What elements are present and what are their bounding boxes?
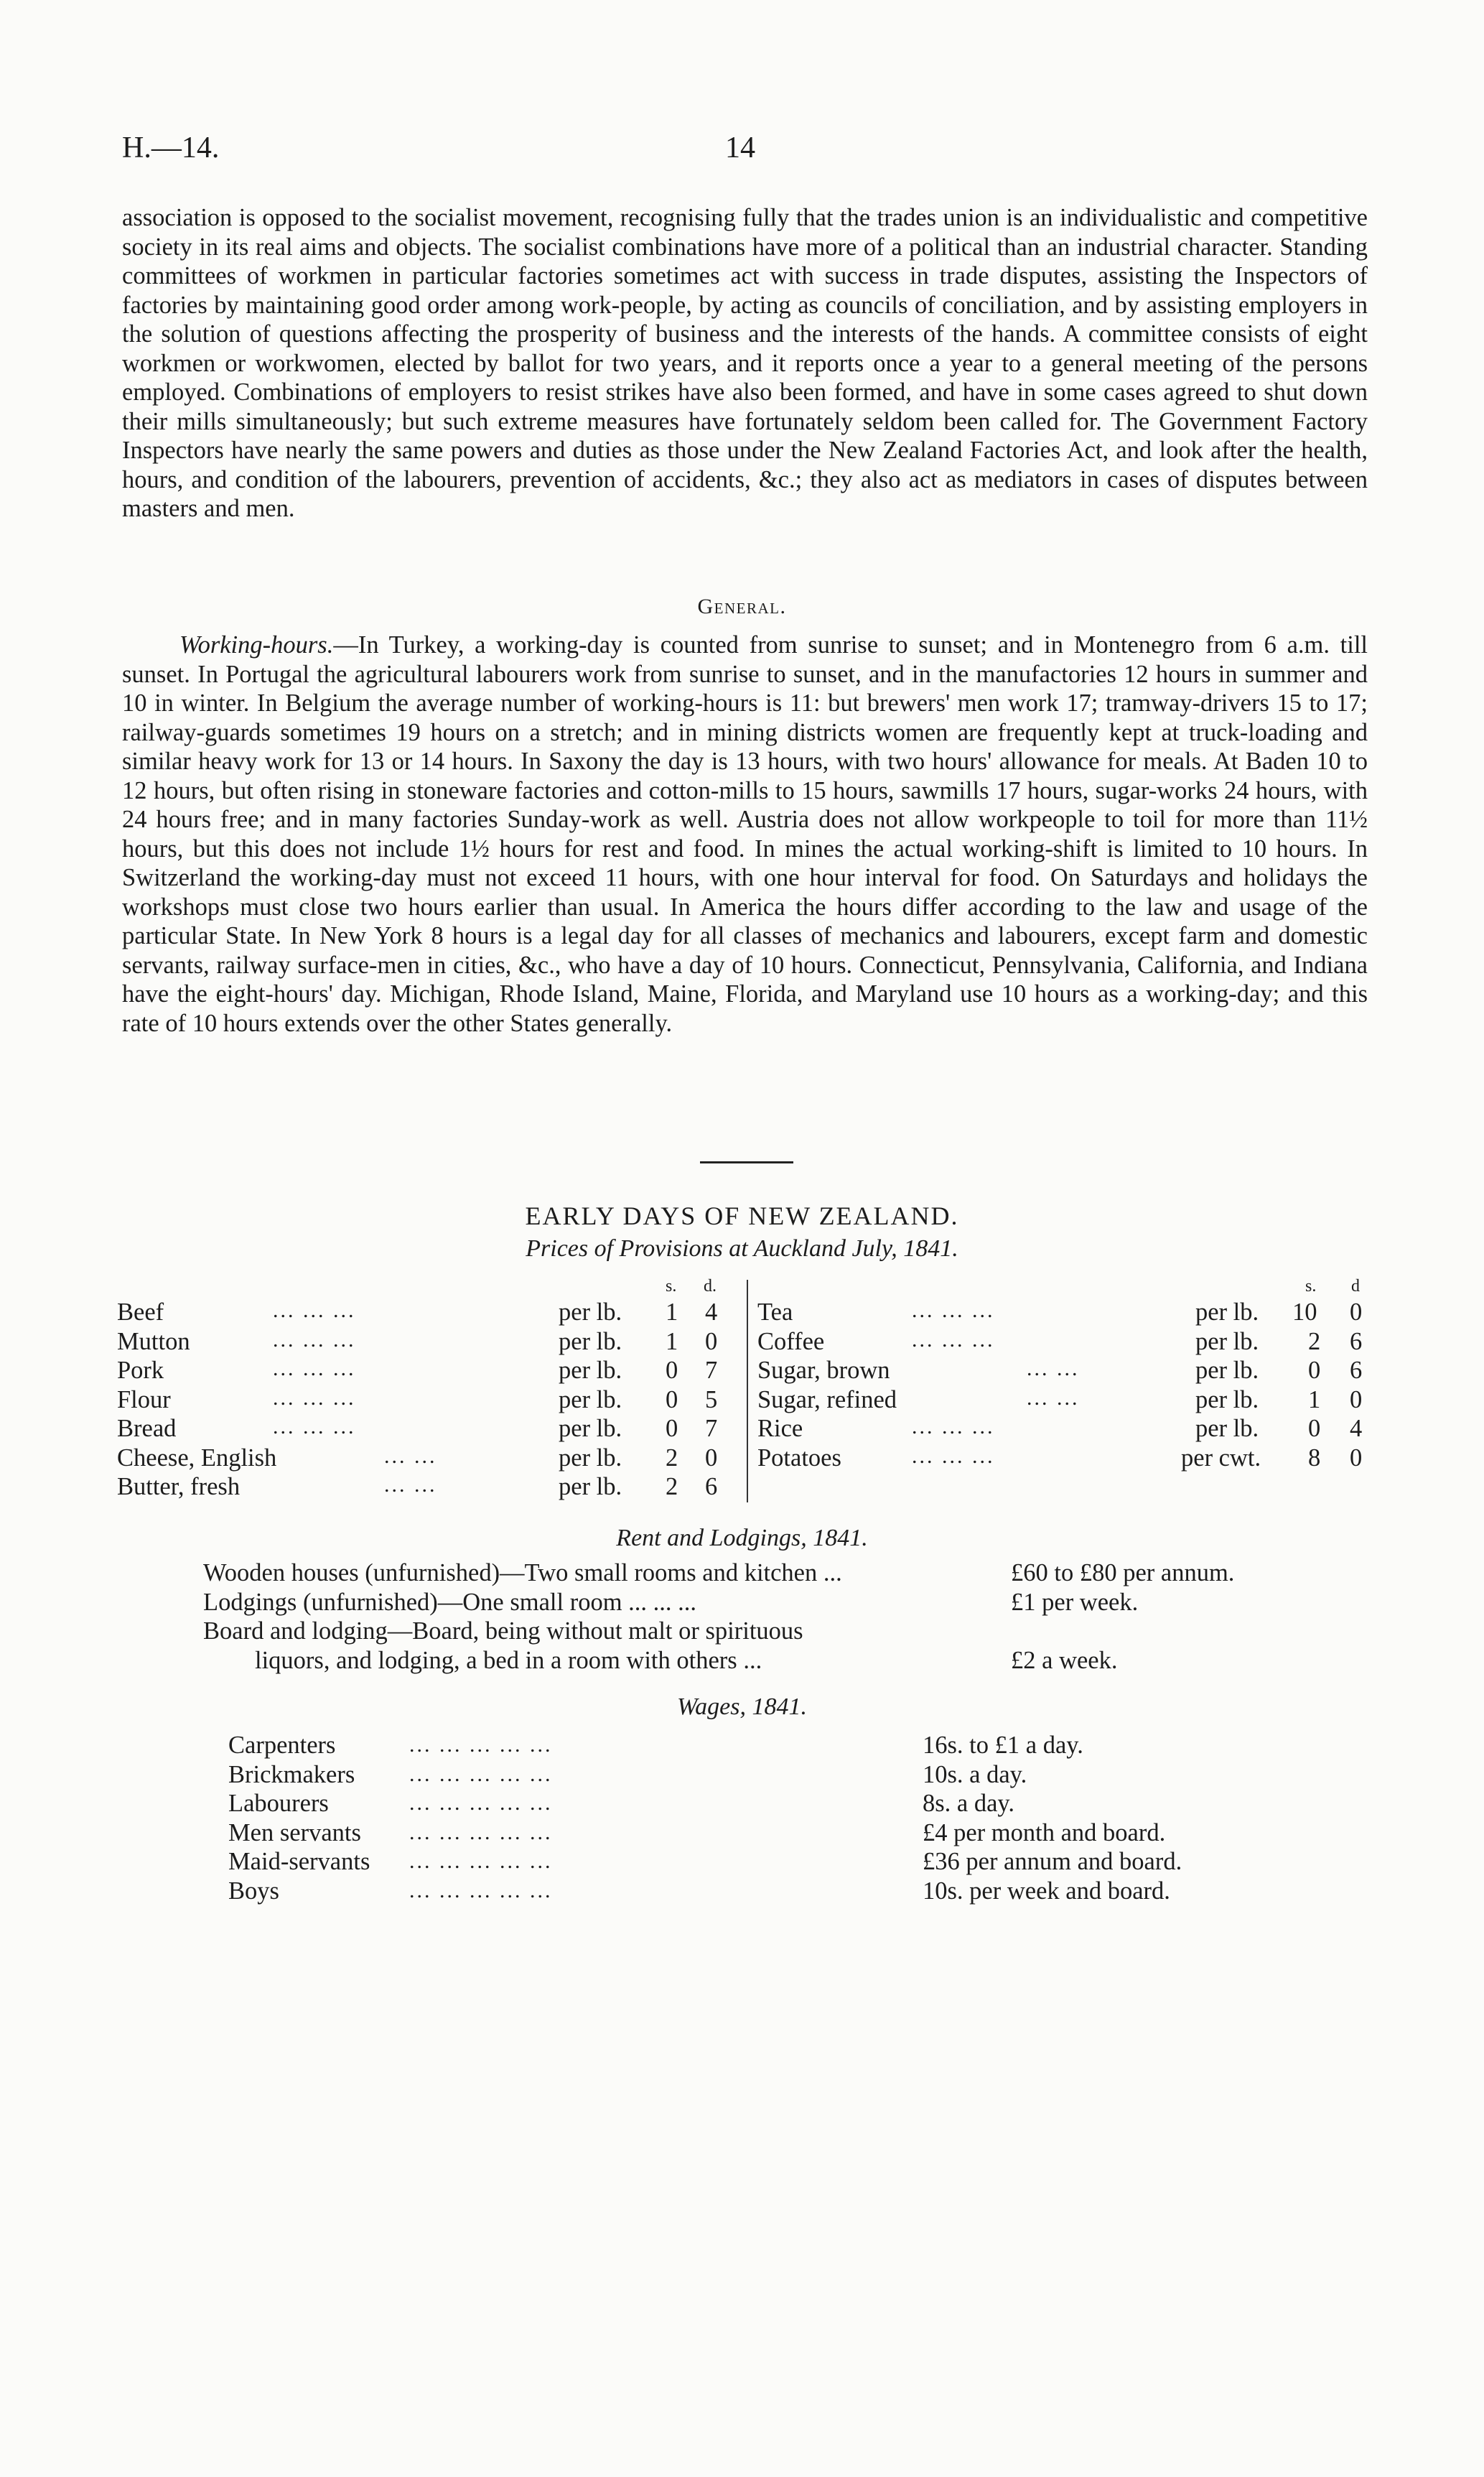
general-heading: General. [697,595,787,618]
right-shillings-header: s. [1305,1277,1317,1296]
price-item-dots: ... ... ... [273,1357,356,1380]
rent-item-text: Wooden houses (unfurnished)—Two small rooms and kitchen ... [203,1559,842,1586]
wage-item-dots: ... ... ... ... ... [409,1733,553,1757]
wage-item-name: Boys [228,1877,279,1905]
price-item-dots: ... ... ... [912,1415,995,1439]
price-item-name: Butter, fresh [117,1473,241,1500]
wage-item-name: Men servants [228,1818,361,1846]
price-item-dots: ... ... ... [912,1298,995,1322]
early-days-title: EARLY DAYS OF NEW ZEALAND. [525,1202,959,1230]
price-item-name: Pork [117,1357,164,1384]
price-item-shillings: 10 [1292,1298,1317,1326]
price-item-dots: ... ... ... [273,1415,356,1439]
price-item-pence: 6 [1350,1327,1363,1355]
price-item-dots: ... ... ... [912,1327,995,1352]
price-item-dots: ... ... [384,1444,437,1468]
paragraph-text: association is opposed to the socialist movement, recognising fully that the trades union is an individualistic and competitive society in its real aims and objects. The socialist combinations have more of a political than an industrial character. Standing committees of workmen in particular factories sometimes act with success in trade disputes, assisting the Inspectors of factories by maintaining good order among work-people, by acting as councils of conciliation, and by assisting employers in the solution of questions affecting the prosperity of business and the interests of the hands. A committee consists of eight workmen or workwomen, elected by ballot for two years, and it reports once a year to a general meeting of the persons employed. Combinations of employers to resist strikes have also been formed, and have in some cases agreed to shut down their mills simultaneously; but such extreme measures have fortunately seldom been called for. The Government Factory Inspectors have nearly the same powers and duties as those under the New Zealand Factories Act, and look after the health, hours, and condition of the labourers, prevention of accidents, &c.; they also act as mediators in cases of disputes between masters and men. [122,204,1368,522]
price-item-dots: ... ... ... [273,1385,356,1410]
price-item-unit: per lb. [1195,1298,1259,1326]
price-item-pence: 4 [705,1298,718,1326]
price-item-shillings: 8 [1308,1444,1321,1472]
price-item-unit: per lb. [1195,1385,1259,1413]
price-item-pence: 6 [1350,1357,1363,1384]
rent-item-text: liquors, and lodging, a bed in a room with others ... [255,1646,762,1674]
price-item-unit: per lb. [559,1444,622,1472]
price-item-name: Potatoes [757,1444,841,1472]
price-item-shillings: 1 [666,1298,678,1326]
price-item-name: Beef [117,1298,164,1326]
wage-item-dots: ... ... ... ... ... [409,1820,553,1844]
price-item-shillings: 0 [666,1385,678,1413]
wage-item-dots: ... ... ... ... ... [409,1762,553,1786]
price-item-dots: ... ... [1027,1385,1080,1410]
page-number: 14 [725,131,755,164]
price-item-unit: per lb. [559,1473,622,1500]
price-item-pence: 0 [1350,1385,1363,1413]
rent-item-value: £1 per week. [1011,1588,1139,1616]
price-item-dots: ... ... [384,1473,437,1497]
price-item-dots: ... ... [1027,1357,1080,1380]
price-item-unit: per lb. [559,1357,622,1384]
price-item-pence: 7 [705,1357,718,1384]
price-item-unit: per lb. [559,1298,622,1326]
left-shillings-header: s. [666,1277,677,1296]
rent-title: Rent and Lodgings, 1841. [616,1525,868,1551]
price-item-name: Tea [757,1298,793,1326]
wage-item-dots: ... ... ... ... ... [409,1849,553,1873]
price-item-name: Sugar, brown [757,1357,890,1384]
section-divider [700,1161,793,1163]
price-item-pence: 0 [705,1444,718,1472]
wage-item-name: Carpenters [228,1732,336,1759]
price-item-name: Bread [117,1415,177,1442]
price-item-shillings: 1 [666,1327,678,1355]
wage-item-name: Labourers [228,1790,329,1817]
price-item-unit: per lb. [1195,1357,1259,1384]
wage-item-dots: ... ... ... ... ... [409,1878,553,1902]
price-item-shillings: 0 [666,1415,678,1442]
wage-item-value: 10s. per week and board. [923,1877,1170,1905]
price-item-name: Sugar, refined [757,1385,897,1413]
price-item-name: Cheese, English [117,1444,277,1472]
right-pence-header: d [1351,1277,1360,1296]
price-item-pence: 7 [705,1415,718,1442]
wage-item-value: 10s. a day. [923,1760,1027,1788]
price-item-pence: 0 [705,1327,718,1355]
price-item-shillings: 0 [1308,1357,1321,1384]
working-hours-text: —In Turkey, a working-day is counted from sunrise to sunset; and in Montenegro from 6 a.m. till sunset. In Portugal the agricultural labourers work from sunrise to sunset, and in the manufactories 12 hours in summer and 10 in winter. In Belgium the average number of working-hours is 11: but brewers' men work 17; tramway-drivers 15 to 17; railway-guards sometimes 19 hours on a stretch; and in mining districts women are frequently kept at truck-loading and similar heavy work for 13 or 14 hours. In Saxony the day is 13 hours, with two hours' allowance for meals. At Baden 10 to 12 hours, but often rising in stoneware factories and cotton-mills to 15 hours, sawmills 17 hours, sugar-works 24 hours, with 24 hours free; and in many factories Sunday-work as well. Austria does not allow workpeople to toil for more than 11½ hours, but this does not include 1½ hours for rest and food. In mines the actual working-shift is limited to 10 hours. In Switzerland the working-day must not exceed 11 hours, with one hour interval for food. On Saturdays and holidays the workshops must close two hours earlier than usual. In America the hours differ according to the law and usage of the particular State. In New York 8 hours is a legal day for all classes of mechanics and labourers, except farm and domestic servants, railway surface-men in cities, &c., who have a day of 10 hours. Connecticut, Pennsylvania, California, and Indiana have the eight-hours' day. Michigan, Rhode Island, Maine, Florida, and Maryland use 10 hours as a working-day; and this rate of 10 hours extends over the other States generally. [122,631,1368,1037]
wage-item-value: £4 per month and board. [923,1818,1166,1846]
price-item-dots: ... ... ... [273,1327,356,1352]
left-pence-header: d. [704,1277,717,1296]
rent-item-text: Lodgings (unfurnished)—One small room ... ... ... [203,1588,697,1616]
prices-title: Prices of Provisions at Auckland July, 1841. [526,1235,958,1262]
price-item-unit: per lb. [1195,1415,1259,1442]
price-item-pence: 4 [1350,1415,1363,1442]
wage-item-value: 8s. a day. [923,1790,1015,1817]
price-column-separator [747,1280,748,1502]
price-item-unit: per lb. [1195,1327,1259,1355]
wage-item-value: £36 per annum and board. [923,1848,1182,1875]
price-item-unit: per lb. [559,1385,622,1413]
wage-item-name: Brickmakers [228,1760,355,1788]
price-item-dots: ... ... ... [273,1298,356,1322]
price-item-dots: ... ... ... [912,1444,995,1468]
price-item-unit: per cwt. [1181,1444,1261,1472]
price-item-pence: 5 [705,1385,718,1413]
price-item-shillings: 2 [1308,1327,1321,1355]
price-item-shillings: 0 [1308,1415,1321,1442]
price-item-shillings: 1 [1308,1385,1321,1413]
paragraph-associations [122,203,1368,524]
rent-item-value: £60 to £80 per annum. [1011,1559,1235,1586]
working-hours-label: Working-hours. [179,631,334,659]
wage-item-value: 16s. to £1 a day. [923,1732,1083,1759]
wage-item-name: Maid-servants [228,1848,370,1875]
price-item-shillings: 2 [666,1473,678,1500]
price-item-pence: 6 [705,1473,718,1500]
report-reference: H.—14. [122,131,220,164]
price-item-unit: per lb. [559,1415,622,1442]
rent-item-value: £2 a week. [1011,1646,1118,1674]
price-item-unit: per lb. [559,1327,622,1355]
wages-title: Wages, 1841. [676,1693,808,1720]
price-item-shillings: 0 [666,1357,678,1384]
wage-item-dots: ... ... ... ... ... [409,1791,553,1815]
price-item-pence: 0 [1350,1444,1363,1472]
rent-item-text: Board and lodging—Board, being without malt or spirituous [203,1617,803,1645]
price-item-shillings: 2 [666,1444,678,1472]
price-item-name: Flour [117,1385,171,1413]
price-item-name: Coffee [757,1327,825,1355]
paragraph-working-hours [122,631,1368,1038]
price-item-name: Rice [757,1415,803,1442]
price-item-pence: 0 [1350,1298,1363,1326]
price-item-name: Mutton [117,1327,190,1355]
